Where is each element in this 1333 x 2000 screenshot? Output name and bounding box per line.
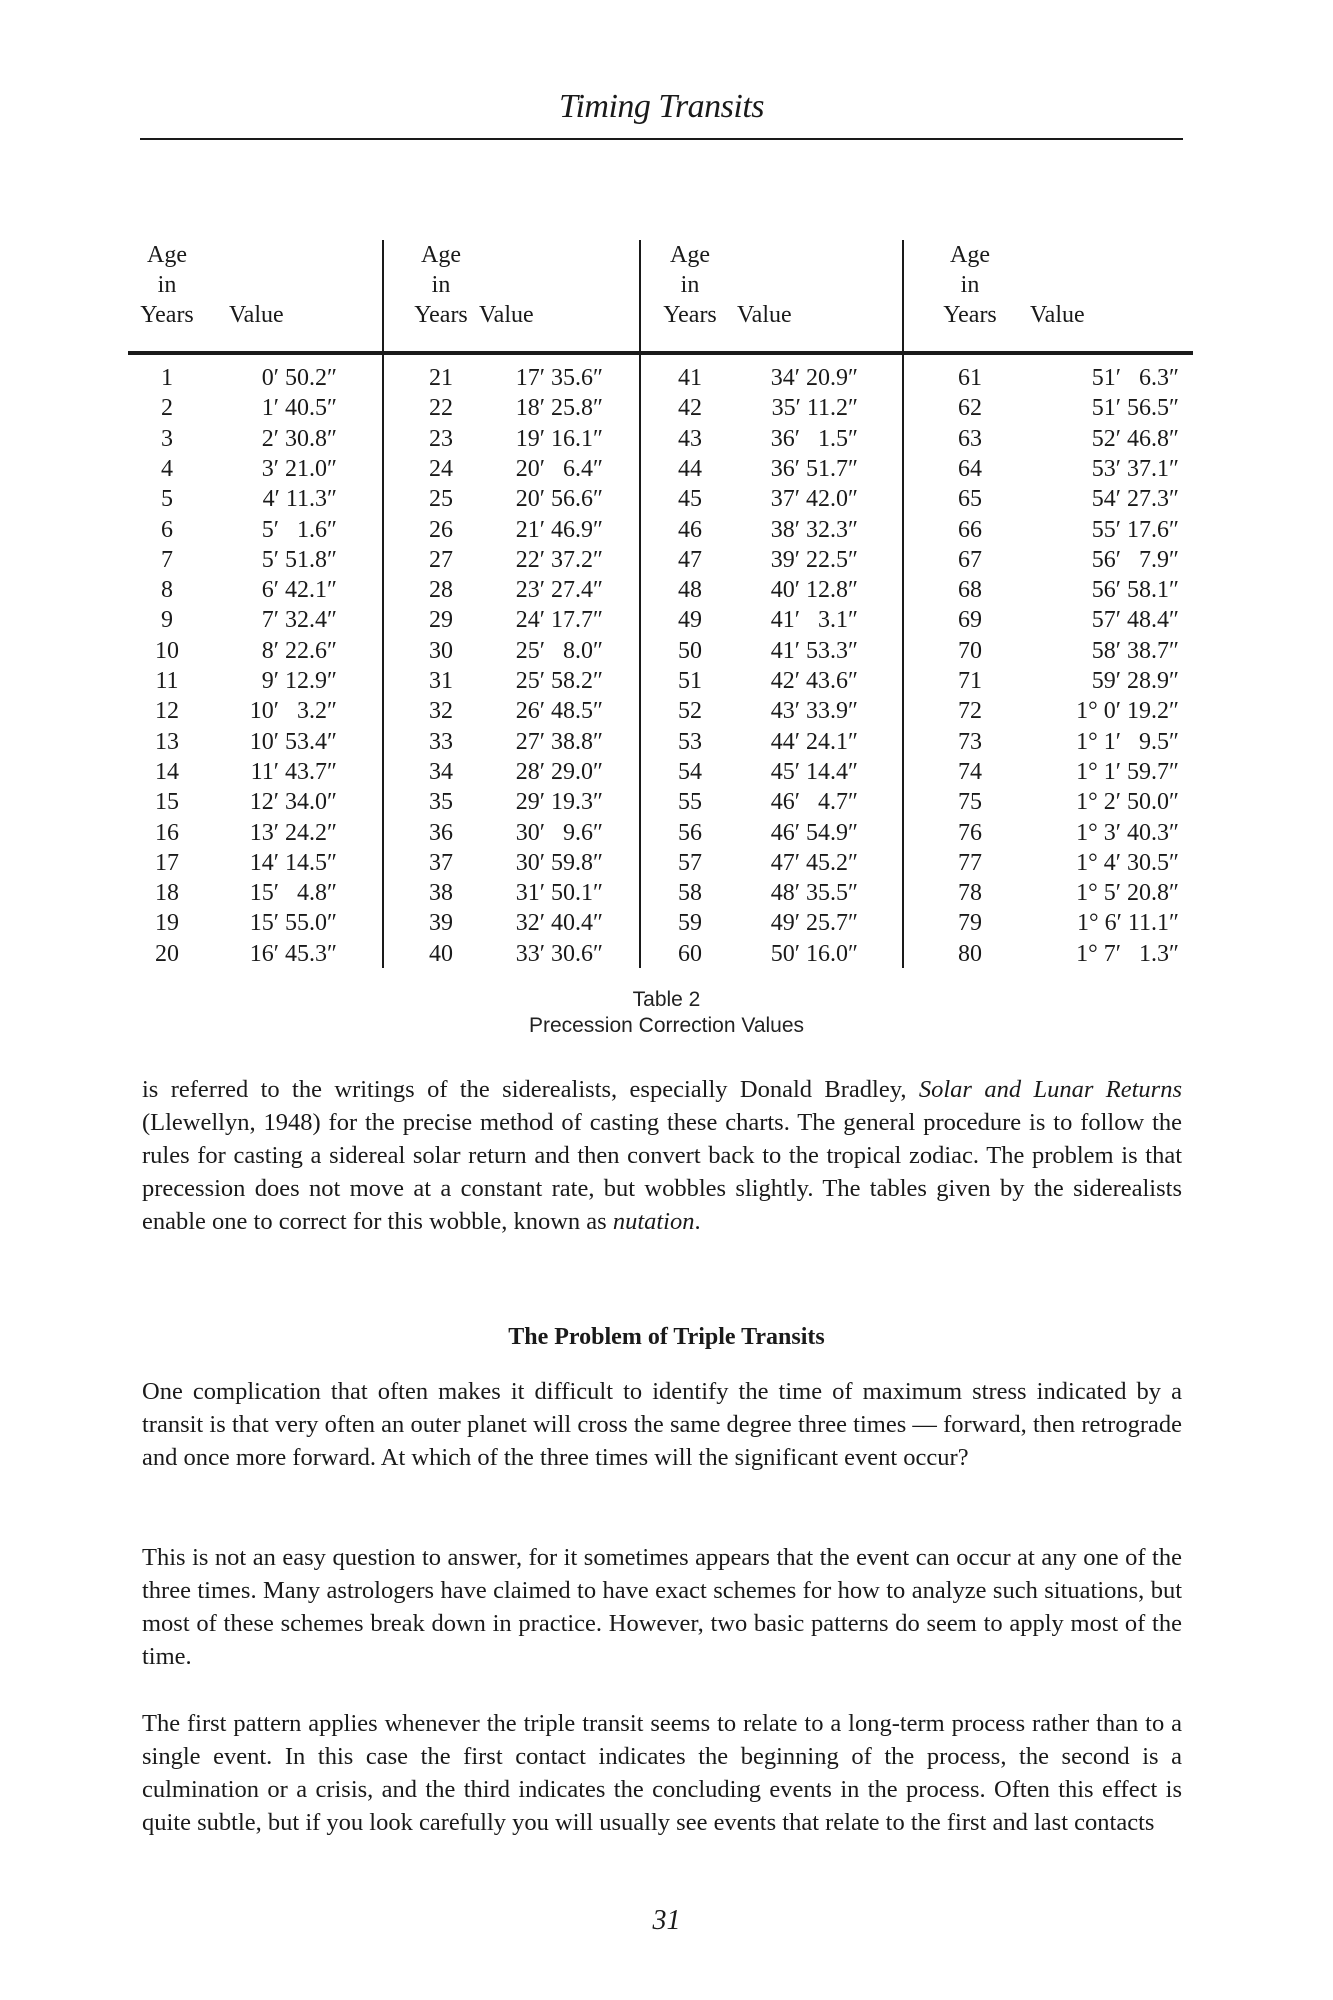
- age-cell: 3: [161, 425, 173, 452]
- value-cell: 25′ 8.0″: [515, 637, 603, 664]
- value-cell: 42′ 43.6″: [770, 668, 858, 694]
- value-cell: 47′ 45.2″: [770, 849, 858, 876]
- value-cell: 39′ 22.5″: [770, 546, 858, 573]
- value-cell: 36′ 1.5″: [770, 425, 858, 452]
- value-cell: 56′ 7.9″: [1091, 546, 1179, 573]
- age-cell: 7: [161, 546, 173, 573]
- age-cell: 79: [958, 910, 982, 937]
- age-cell: 39: [429, 910, 453, 937]
- value-column-header: Value: [737, 302, 792, 328]
- table-row: [641, 696, 896, 726]
- value-cell: 38′ 32.3″: [770, 516, 858, 543]
- value-cell: 35′ 11.2″: [771, 395, 858, 422]
- value-cell: 27′ 38.8″: [515, 728, 603, 755]
- table-row: [384, 636, 639, 666]
- age-cell: 29: [429, 607, 453, 634]
- table-row: [641, 727, 896, 757]
- table-row: [128, 575, 383, 605]
- paragraph-complication: One complication that often makes it difficult to identify the time of maximum stress indicated by a transit is that very often an outer planet will cross the same degree three times — forward, then retrograde and once more forward. At which of the three times will the significant event occur?: [142, 1378, 1182, 1471]
- age-cell: 42: [678, 395, 702, 422]
- age-cell: 63: [958, 425, 982, 452]
- table-row: [904, 575, 1179, 605]
- age-cell: 56: [678, 819, 702, 846]
- age-cell: 28: [429, 577, 453, 604]
- table-row: [128, 878, 383, 908]
- value-cell: 51′ 6.3″: [1091, 365, 1179, 391]
- table-row: [128, 454, 383, 484]
- caption-title: Precession Correction Values: [528, 1014, 805, 1037]
- value-cell: 40′ 12.8″: [770, 577, 858, 604]
- table-row: [641, 575, 896, 605]
- age-column-header: [132, 240, 202, 330]
- running-head: Timing Transits: [558, 88, 765, 125]
- age-cell: 57: [678, 849, 702, 876]
- value-cell: 1° 4′ 30.5″: [1076, 849, 1179, 876]
- value-cell: 44′ 24.1″: [770, 728, 858, 755]
- age-cell: 21: [429, 365, 453, 391]
- age-cell: 36: [429, 819, 453, 846]
- value-cell: 51′ 56.5″: [1091, 395, 1179, 422]
- age-cell: 46: [678, 516, 702, 543]
- table-row: [384, 605, 639, 635]
- value-column-header: Value: [229, 302, 284, 328]
- book-title: Solar and Lunar Returns: [918, 1076, 1182, 1103]
- age-cell: 43: [678, 425, 702, 452]
- text-run: (Llewellyn, 1948) for the precise method of casting these charts. The general procedure is to follow the rules for casting a sidereal solar return and then convert back to the tropical zodiac. The problem is that precession does not move at a constant rate, but wobbles slightly. The tables given by the siderealists enable one to correct for this wobble, known as: [142, 1109, 1182, 1235]
- section-heading: The Problem of Triple Transits: [508, 1324, 825, 1350]
- table-row: [904, 484, 1179, 514]
- value-cell: 31′ 50.1″: [515, 880, 603, 907]
- age-column-header: [406, 240, 476, 330]
- table-row: [904, 939, 1179, 969]
- caption-number: Table 2: [632, 988, 701, 1011]
- value-cell: 24′ 17.7″: [515, 607, 603, 634]
- value-cell: 7′ 32.4″: [261, 607, 337, 634]
- age-cell: 53: [678, 728, 702, 755]
- value-cell: 5′ 1.6″: [261, 516, 337, 543]
- table-row: [904, 757, 1179, 787]
- age-cell: 67: [958, 546, 982, 573]
- value-cell: 43′ 33.9″: [770, 698, 858, 725]
- age-cell: 74: [958, 758, 982, 785]
- table-row: [641, 636, 896, 666]
- table-row: [384, 848, 639, 878]
- value-column-header: Value: [479, 302, 534, 328]
- precession-table: [128, 240, 1193, 968]
- age-cell: 30: [429, 637, 453, 664]
- value-cell: 14′ 14.5″: [249, 849, 337, 876]
- table-row: [641, 363, 896, 393]
- value-cell: 58′ 38.7″: [1091, 637, 1179, 664]
- age-cell: 76: [958, 819, 982, 846]
- table-row: [904, 605, 1179, 635]
- age-cell: 1: [161, 365, 173, 391]
- value-cell: 46′ 4.7″: [770, 789, 858, 816]
- age-cell: 24: [429, 455, 453, 482]
- value-cell: 10′ 53.4″: [249, 728, 337, 755]
- age-cell: 9: [161, 607, 173, 634]
- value-cell: 20′ 6.4″: [515, 455, 603, 482]
- header-line: Age: [421, 242, 461, 268]
- text-run: is referred to the writings of the siderealists, especially Donald Bradley,: [142, 1076, 919, 1103]
- age-cell: 48: [678, 577, 702, 604]
- table-row: [904, 636, 1179, 666]
- table-row: [384, 757, 639, 787]
- age-cell: 70: [958, 637, 982, 664]
- table-row: [904, 787, 1179, 817]
- value-cell: 28′ 29.0″: [515, 758, 603, 785]
- age-cell: 75: [958, 789, 982, 816]
- age-cell: 12: [155, 698, 179, 725]
- table-row: [384, 575, 639, 605]
- table-row: [128, 727, 383, 757]
- table-row: [128, 666, 383, 696]
- age-cell: 33: [429, 728, 453, 755]
- table-row: [128, 757, 383, 787]
- value-cell: 32′ 40.4″: [515, 910, 603, 937]
- table-row: [384, 393, 639, 423]
- age-cell: 37: [429, 849, 453, 876]
- age-cell: 65: [958, 486, 982, 513]
- age-cell: 66: [958, 516, 982, 543]
- table-row: [384, 363, 639, 393]
- value-cell: 1° 0′ 19.2″: [1076, 698, 1179, 725]
- age-cell: 19: [155, 910, 179, 937]
- age-cell: 44: [678, 455, 702, 482]
- age-cell: 6: [161, 516, 173, 543]
- age-column-header: [935, 240, 1005, 330]
- table-row: [904, 848, 1179, 878]
- table-row: [904, 363, 1179, 393]
- age-cell: 47: [678, 546, 702, 573]
- table-row: [384, 818, 639, 848]
- age-cell: 8: [161, 577, 173, 604]
- value-cell: 9′ 12.9″: [261, 668, 337, 694]
- table-row: [128, 605, 383, 635]
- table-row: [384, 727, 639, 757]
- value-cell: 26′ 48.5″: [515, 698, 603, 725]
- age-cell: 62: [958, 395, 982, 422]
- value-cell: 57′ 48.4″: [1091, 607, 1179, 634]
- table-row: [904, 666, 1179, 696]
- value-cell: 23′ 27.4″: [515, 577, 603, 604]
- value-cell: 1° 5′ 20.8″: [1076, 880, 1179, 907]
- table-row: [128, 939, 383, 969]
- value-cell: 0′ 50.2″: [261, 365, 337, 391]
- age-cell: 35: [429, 789, 453, 816]
- age-cell: 41: [678, 365, 702, 391]
- value-cell: 48′ 35.5″: [770, 880, 858, 907]
- table-row: [641, 908, 896, 938]
- age-cell: 40: [429, 940, 453, 967]
- age-cell: 54: [678, 758, 702, 785]
- age-cell: 72: [958, 698, 982, 725]
- table-row: [128, 515, 383, 545]
- value-cell: 1° 1′ 9.5″: [1076, 728, 1179, 755]
- header-line: in: [960, 272, 980, 298]
- value-cell: 54′ 27.3″: [1091, 486, 1179, 513]
- value-cell: 49′ 25.7″: [770, 910, 858, 937]
- age-cell: 68: [958, 577, 982, 604]
- value-cell: 1° 7′ 1.3″: [1076, 940, 1179, 967]
- age-cell: 31: [429, 668, 453, 694]
- value-cell: 19′ 16.1″: [515, 425, 603, 452]
- header-line: in: [431, 272, 451, 298]
- age-cell: 50: [678, 637, 702, 664]
- age-cell: 20: [155, 940, 179, 967]
- value-cell: 25′ 58.2″: [515, 668, 603, 694]
- table-column-group: [641, 240, 896, 968]
- age-cell: 16: [155, 819, 179, 846]
- table-row: [128, 484, 383, 514]
- value-cell: 15′ 4.8″: [249, 880, 337, 907]
- value-cell: 21′ 46.9″: [515, 516, 603, 543]
- value-cell: 46′ 54.9″: [770, 819, 858, 846]
- table-row: [904, 424, 1179, 454]
- table-row: [384, 787, 639, 817]
- header-line: Years: [943, 302, 997, 328]
- value-cell: 59′ 28.9″: [1091, 668, 1179, 694]
- header-line: Age: [670, 242, 710, 268]
- age-cell: 2: [161, 395, 173, 422]
- age-cell: 61: [958, 365, 982, 391]
- table-row: [128, 818, 383, 848]
- value-cell: 16′ 45.3″: [249, 940, 337, 967]
- header-line: in: [157, 272, 177, 298]
- value-cell: 2′ 30.8″: [261, 425, 337, 452]
- age-cell: 49: [678, 607, 702, 634]
- age-cell: 22: [429, 395, 453, 422]
- header-line: Years: [663, 302, 717, 328]
- value-cell: 11′ 43.7″: [250, 758, 337, 785]
- table-row: [128, 696, 383, 726]
- age-cell: 77: [958, 849, 982, 876]
- table-row: [641, 757, 896, 787]
- table-row: [904, 454, 1179, 484]
- table-row: [904, 545, 1179, 575]
- age-cell: 52: [678, 698, 702, 725]
- age-cell: 15: [155, 789, 179, 816]
- value-cell: 1° 2′ 50.0″: [1076, 789, 1179, 816]
- header-line: Years: [414, 302, 468, 328]
- value-cell: 1′ 40.5″: [261, 395, 337, 422]
- age-cell: 32: [429, 698, 453, 725]
- table-row: [641, 484, 896, 514]
- paragraph-intro: [142, 1073, 1182, 1238]
- value-cell: 4′ 11.3″: [262, 486, 337, 513]
- age-cell: 34: [429, 758, 453, 785]
- age-cell: 73: [958, 728, 982, 755]
- age-cell: 64: [958, 455, 982, 482]
- age-column-header: [655, 240, 725, 330]
- table-row: [384, 484, 639, 514]
- age-cell: 10: [155, 637, 179, 664]
- table-row: [128, 424, 383, 454]
- table-row: [384, 424, 639, 454]
- age-cell: 5: [161, 486, 173, 513]
- age-cell: 58: [678, 880, 702, 907]
- table-row: [641, 939, 896, 969]
- table-row: [904, 908, 1179, 938]
- value-cell: 1° 3′ 40.3″: [1076, 819, 1179, 846]
- age-cell: 51: [678, 668, 702, 694]
- value-cell: 10′ 3.2″: [249, 698, 337, 725]
- table-row: [384, 908, 639, 938]
- value-cell: 29′ 19.3″: [515, 789, 603, 816]
- table-row: [904, 818, 1179, 848]
- age-cell: 26: [429, 516, 453, 543]
- value-cell: 1° 1′ 59.7″: [1076, 758, 1179, 785]
- value-cell: 52′ 46.8″: [1091, 425, 1179, 452]
- table-row: [128, 545, 383, 575]
- value-cell: 8′ 22.6″: [261, 637, 337, 664]
- age-cell: 78: [958, 880, 982, 907]
- age-cell: 14: [155, 758, 179, 785]
- paragraph-answer: This is not an easy question to answer, for it sometimes appears that the event can occur at any one of the three times. Many astrologers have claimed to have exact schemes for how to analyze such situations, but most of these schemes break down in practice. However, two basic patterns do seem to apply most of the time.: [142, 1544, 1182, 1670]
- age-cell: 11: [155, 668, 179, 694]
- header-rule: [140, 138, 1183, 140]
- value-column-header: Value: [1030, 302, 1085, 328]
- table-row: [128, 393, 383, 423]
- age-cell: 59: [678, 910, 702, 937]
- table-row: [384, 878, 639, 908]
- value-cell: 41′ 53.3″: [770, 637, 858, 664]
- table-row: [904, 696, 1179, 726]
- age-cell: 4: [161, 455, 173, 482]
- value-cell: 1° 6′ 11.1″: [1077, 910, 1179, 937]
- table-row: [641, 848, 896, 878]
- table-row: [384, 454, 639, 484]
- value-cell: 20′ 56.6″: [515, 486, 603, 513]
- age-cell: 55: [678, 789, 702, 816]
- age-cell: 71: [958, 668, 982, 694]
- paragraph-first-pattern: The first pattern applies whenever the triple transit seems to relate to a long-term process rather than to a single event. In this case the first contact indicates the beginning of the process, the second is a culmination or a crisis, and the third indicates the concluding events in the process. Often this effect is quite subtle, but if you look carefully you will usually see events that relate to the first and last contacts: [142, 1710, 1182, 1836]
- age-cell: 27: [429, 546, 453, 573]
- value-cell: 22′ 37.2″: [515, 546, 603, 573]
- value-cell: 30′ 59.8″: [515, 849, 603, 876]
- age-cell: 60: [678, 940, 702, 967]
- value-cell: 50′ 16.0″: [770, 940, 858, 967]
- value-cell: 18′ 25.8″: [515, 395, 603, 422]
- age-cell: 17: [155, 849, 179, 876]
- age-cell: 18: [155, 880, 179, 907]
- table-row: [904, 515, 1179, 545]
- table-row: [641, 878, 896, 908]
- table-row: [641, 393, 896, 423]
- term-nutation: nutation: [612, 1208, 695, 1235]
- value-cell: 36′ 51.7″: [770, 455, 858, 482]
- value-cell: 56′ 58.1″: [1091, 577, 1179, 604]
- age-cell: 23: [429, 425, 453, 452]
- table-row: [641, 818, 896, 848]
- header-line: in: [680, 272, 700, 298]
- table-row: [641, 454, 896, 484]
- value-cell: 3′ 21.0″: [261, 455, 337, 482]
- value-cell: 37′ 42.0″: [770, 486, 858, 513]
- page-number: 31: [652, 1905, 681, 1936]
- value-cell: 53′ 37.1″: [1091, 455, 1179, 482]
- age-cell: 25: [429, 486, 453, 513]
- value-cell: 5′ 51.8″: [261, 546, 337, 573]
- age-cell: 45: [678, 486, 702, 513]
- value-cell: 6′ 42.1″: [261, 577, 337, 604]
- age-cell: 38: [429, 880, 453, 907]
- table-column-group: [384, 240, 639, 968]
- value-cell: 17′ 35.6″: [515, 365, 603, 391]
- table-row: [641, 666, 896, 696]
- text-run: .: [694, 1208, 701, 1235]
- value-cell: 12′ 34.0″: [249, 789, 337, 816]
- table-row: [641, 605, 896, 635]
- table-row: [641, 545, 896, 575]
- header-line: Age: [950, 242, 990, 268]
- age-cell: 13: [155, 728, 179, 755]
- table-row: [904, 727, 1179, 757]
- value-cell: 13′ 24.2″: [249, 819, 337, 846]
- table-row: [641, 515, 896, 545]
- table-row: [384, 515, 639, 545]
- table-row: [384, 666, 639, 696]
- table-row: [128, 787, 383, 817]
- value-cell: 34′ 20.9″: [770, 365, 858, 391]
- value-cell: 55′ 17.6″: [1091, 516, 1179, 543]
- value-cell: 45′ 14.4″: [770, 758, 858, 785]
- table-caption: [0, 987, 1333, 1039]
- table-row: [904, 393, 1179, 423]
- table-row: [128, 363, 383, 393]
- table-row: [641, 787, 896, 817]
- table-row: [128, 636, 383, 666]
- table-row: [384, 696, 639, 726]
- table-column-group: [904, 240, 1179, 968]
- table-row: [384, 939, 639, 969]
- table-row: [641, 424, 896, 454]
- table-column-group: [128, 240, 383, 968]
- header-line: Years: [140, 302, 194, 328]
- header-line: Age: [147, 242, 187, 268]
- age-cell: 80: [958, 940, 982, 967]
- age-cell: 69: [958, 607, 982, 634]
- value-cell: 15′ 55.0″: [249, 910, 337, 937]
- value-cell: 41′ 3.1″: [770, 607, 858, 634]
- table-row: [128, 908, 383, 938]
- table-row: [128, 848, 383, 878]
- table-row: [384, 545, 639, 575]
- table-row: [904, 878, 1179, 908]
- value-cell: 30′ 9.6″: [515, 819, 603, 846]
- value-cell: 33′ 30.6″: [515, 940, 603, 967]
